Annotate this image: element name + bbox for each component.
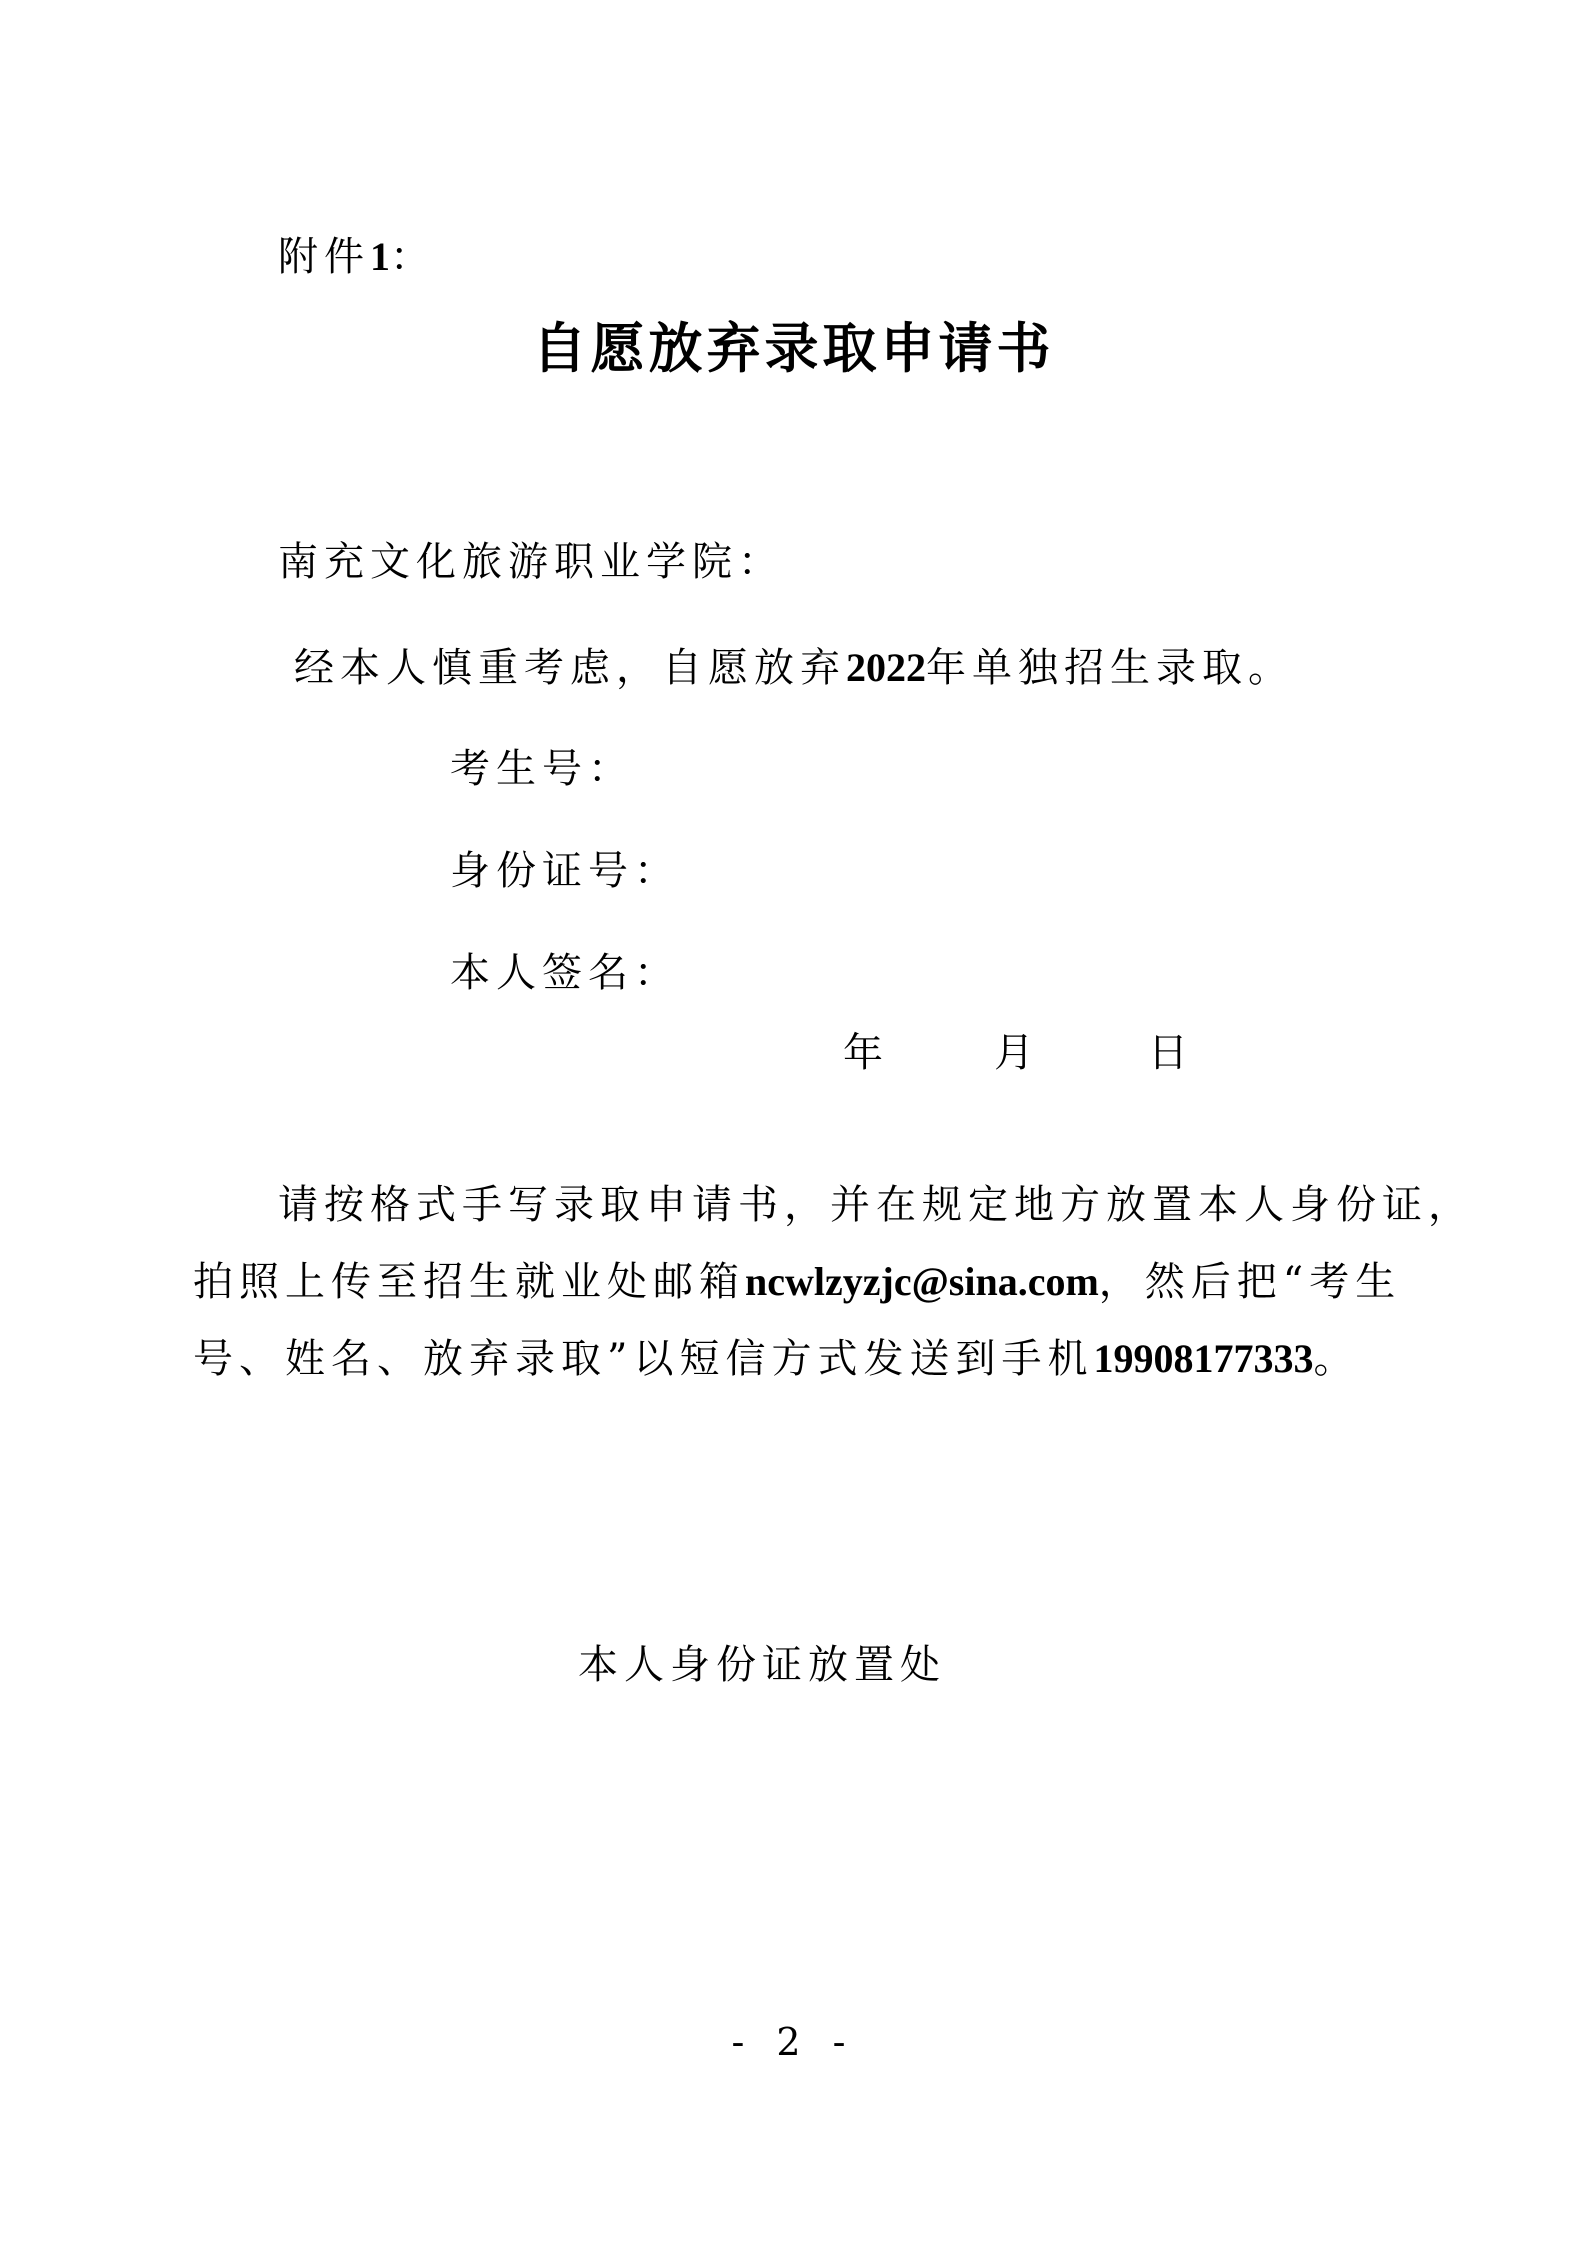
attachment-label bbox=[278, 234, 436, 280]
statement-after: 年单独招生录取。 bbox=[926, 645, 1294, 691]
instruction-line-2-after: ，然后把“考生 bbox=[1098, 1259, 1402, 1305]
document-title: 自愿放弃录取申请书 bbox=[532, 317, 1055, 380]
date-day: 日 bbox=[1148, 1030, 1188, 1076]
signature-label: 本人签名： bbox=[450, 950, 680, 996]
phone-number: 19908177333 bbox=[1093, 1336, 1314, 1381]
email-address: ncwlzyzjc@sina.com bbox=[745, 1259, 1099, 1304]
attachment-number: 1 bbox=[370, 234, 390, 279]
id-card-placement: 本人身份证放置处 bbox=[578, 1642, 946, 1688]
date-year: 年 bbox=[843, 1030, 883, 1076]
instruction-line-2 bbox=[193, 1259, 1402, 1305]
attachment-suffix: ： bbox=[390, 234, 436, 280]
statement-before: 经本人慎重考虑，自愿放弃 bbox=[294, 645, 846, 691]
id-number-label: 身份证号： bbox=[450, 848, 680, 894]
instruction-line-2-before: 拍照上传至招生就业处邮箱 bbox=[193, 1259, 745, 1305]
attachment-prefix: 附件 bbox=[278, 234, 370, 280]
statement-year: 2022 bbox=[846, 645, 926, 690]
instruction-line-3 bbox=[193, 1336, 1360, 1382]
page-number: - 2 - bbox=[731, 2020, 856, 2064]
statement bbox=[294, 645, 1294, 691]
date-month: 月 bbox=[994, 1030, 1034, 1076]
salutation: 南充文化旅游职业学院： bbox=[278, 539, 784, 585]
instruction-line-3-before: 号、姓名、放弃录取”以短信方式发送到手机 bbox=[193, 1336, 1094, 1382]
exam-number-label: 考生号： bbox=[450, 746, 634, 792]
instruction-line-1: 请按格式手写录取申请书，并在规定地方放置本人身份证， bbox=[278, 1182, 1474, 1228]
instruction-line-3-after: 。 bbox=[1313, 1336, 1360, 1382]
